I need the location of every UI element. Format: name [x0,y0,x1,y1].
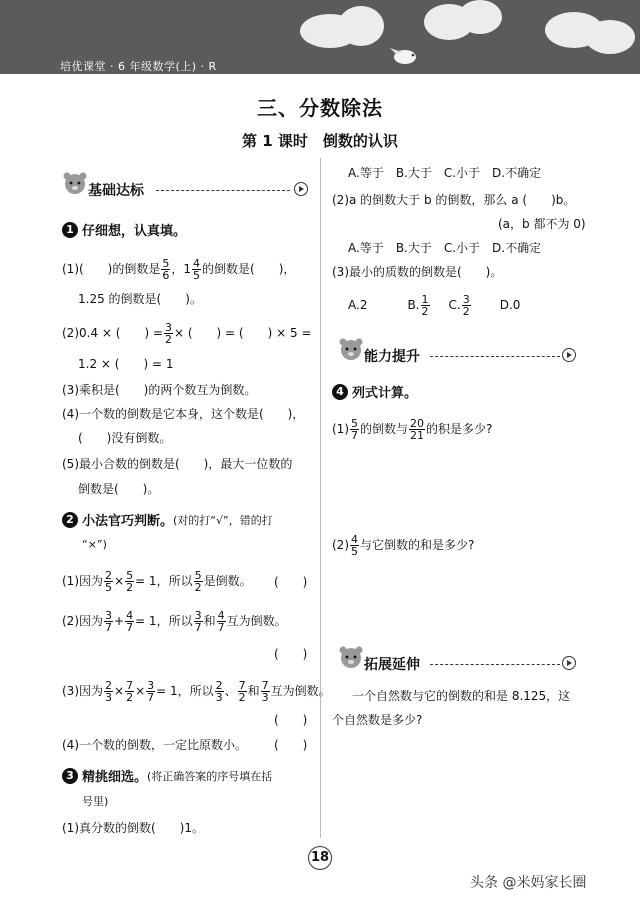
q2-note: “×”) [82,538,107,551]
q4-line: (1) $\frac{5}{7}$ 的倒数与 $\frac{20}{21}$ 的积是多少? [332,417,493,442]
question-title: 小法官巧判断。 [82,514,174,529]
dashed-line [156,190,290,191]
page-number: 18 [308,846,332,870]
cloud-decoration [585,20,635,54]
q4-line: (2) $\frac{4}{5}$ 与它倒数的和是多少? [332,533,475,558]
q2-line: (4)一个数的倒数，一定比原数小。 [62,738,247,752]
q3-options: A.2 B. $\frac{1}{2}$ C. $\frac{3}{2}$ D.0 [348,293,521,318]
extend-text: 一个自然数与它的倒数的和是 8.125，这 [352,689,571,703]
section-title: 拓展延伸 [364,657,420,673]
section-title: 基础达标 [88,183,144,199]
answer-blank[interactable]: ( ) [274,575,308,589]
q3-heading: 3 精挑细选。 (将正确答案的序号填在括 [62,766,272,785]
q2-line: (3)因为 $\frac{2}{3}$ × $\frac{7}{2}$ × $\frac{3}{7}$ = 1，所以 $\frac{2}{3}$ 、 $\frac{7}{2}$ 和 $\frac{7}{3}$ 互为倒数。 [62,679,331,704]
fraction: $\frac{5}{6}$ [162,257,170,282]
cloud-decoration [458,0,502,34]
question-number: 3 [62,768,78,784]
question-number: 1 [62,222,78,238]
question-number: 4 [332,384,348,400]
answer-blank[interactable]: ( ) [274,738,308,752]
section-extend [336,652,580,676]
lesson-title: 第 1 课时 倒数的认识 [242,132,398,150]
q1-line: 倒数是( )。 [78,482,160,496]
section-title: 能力提升 [364,349,420,365]
question-title: 列式计算。 [352,386,418,401]
q3-options: A.等于 B.大于 C.小于 D.不确定 [348,241,542,255]
column-divider [320,158,321,838]
extend-text: 个自然数是多少? [332,713,423,727]
q4-heading [332,382,417,401]
dashed-line [430,664,560,665]
answer-blank[interactable]: ( ) [274,647,308,661]
q2-line: (1)因为 $\frac{2}{5}$ × $\frac{5}{2}$ = 1，所以 $\frac{5}{2}$ 是倒数。 [62,569,252,594]
mascot-icon [336,336,366,366]
q1-line: 1.25 的倒数是( )。 [78,292,202,306]
q3-condition: (a，b 都不为 0) [498,217,586,231]
question-number: 2 [62,512,78,528]
answer-blank[interactable]: ( ) [274,713,308,727]
bird-icon [388,44,422,66]
question-title: 仔细想，认真填。 [82,224,187,239]
q3-line: (1)真分数的倒数( )1。 [62,821,204,835]
arrow-icon [562,656,576,670]
q3-line: (2)a 的倒数大于 b 的倒数，那么 a ( )b。 [332,193,576,207]
arrow-icon [562,348,576,362]
question-title: 精挑细选。 [82,770,148,785]
dashed-line [430,356,560,357]
q1-line: 1.2 × ( ) = 1 [78,357,174,371]
q2-line: (2)因为 $\frac{3}{7}$ + $\frac{4}{7}$ = 1，所以 $\frac{3}{7}$ 和 $\frac{4}{7}$ 互为倒数。 [62,609,287,634]
fraction: $\frac{4}{5}$ [193,257,201,282]
q1-line: (2)0.4 × ( ) = $\frac{3}{2}$ × ( ) = ( ) × 5 = [62,321,312,346]
cloud-decoration [338,6,384,46]
section-ability [336,344,580,368]
q1-line: (3)乘积是( )的两个数互为倒数。 [62,383,257,397]
series-label: 培优课堂 · 6 年级数学(上) · R [60,60,217,73]
page-header [0,0,640,74]
arrow-icon [294,182,308,196]
q1-line: ( )没有倒数。 [78,431,172,445]
q1-heading [62,220,186,239]
q1-line: (1)( )的倒数是 $\frac{5}{6}$ ，1 $\frac{4}{5}$ 的倒数是( )， [62,257,296,282]
q3-line: (3)最小的质数的倒数是( )。 [332,265,503,279]
section-basic [60,178,312,202]
fraction: $\frac{3}{2}$ [165,321,172,346]
q3-options: A.等于 B.大于 C.小于 D.不确定 [348,166,542,180]
q2-heading: 2 小法官巧判断。 (对的打“√”，错的打 [62,510,273,529]
q3-note: 号里) [82,795,109,808]
mascot-icon [60,170,90,200]
watermark: 头条 @米妈家长圈 [470,875,587,891]
chapter-title: 三、分数除法 [257,96,383,120]
q1-line: (4)一个数的倒数是它本身，这个数是( )， [62,407,305,421]
q1-line: (5)最小合数的倒数是( )，最大一位数的 [62,457,293,471]
mascot-icon [336,644,366,674]
